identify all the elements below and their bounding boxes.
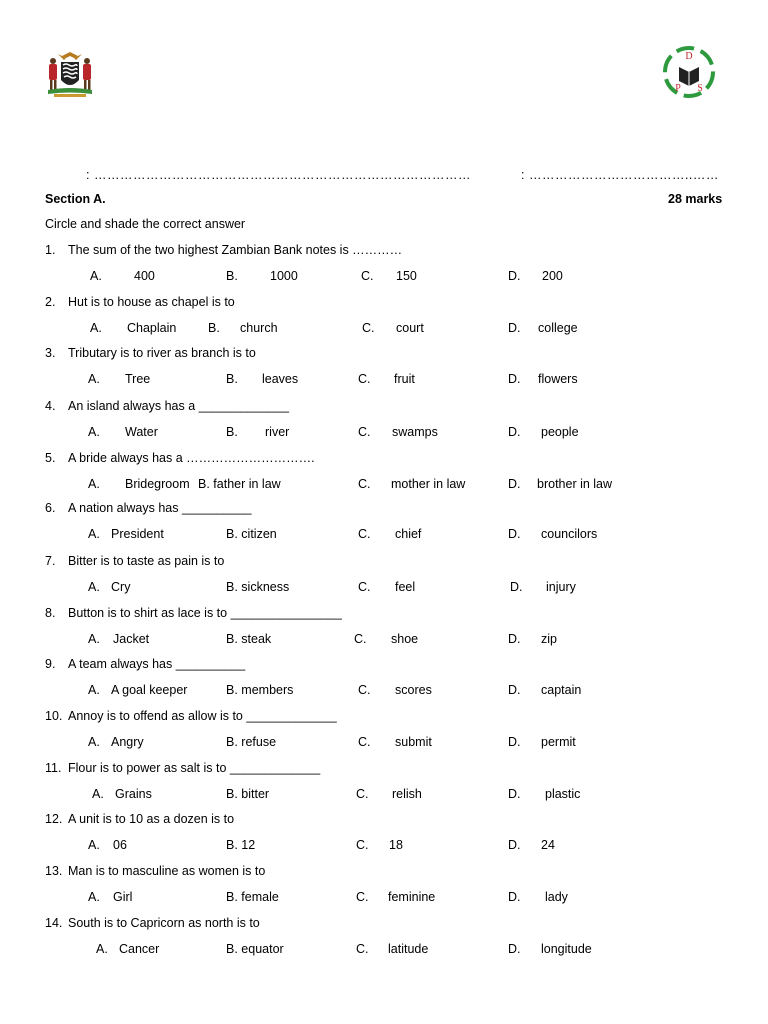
- option-letter: B.: [226, 527, 238, 541]
- option-c-letter[interactable]: C.: [356, 838, 369, 852]
- option-text: citizen: [241, 527, 277, 541]
- option-c-letter[interactable]: C.: [356, 787, 369, 801]
- section-marks: 28 marks: [668, 192, 723, 206]
- option-d-text[interactable]: captain: [541, 683, 582, 697]
- option-d-text[interactable]: councilors: [541, 527, 598, 541]
- option-c-letter[interactable]: C.: [358, 425, 371, 439]
- option-d-letter[interactable]: D.: [508, 269, 521, 283]
- section-title: Section A.: [45, 192, 106, 206]
- option-c-letter[interactable]: C.: [361, 269, 374, 283]
- option-a-letter[interactable]: A.: [88, 372, 100, 386]
- option-d-text[interactable]: zip: [541, 632, 557, 646]
- option-a-text[interactable]: 400: [134, 269, 155, 283]
- logo-letter-d: D: [685, 51, 693, 62]
- option-text: bitter: [241, 787, 270, 801]
- option-d-text[interactable]: permit: [541, 735, 576, 749]
- option-letter: B.: [226, 580, 238, 594]
- option-a-letter[interactable]: A.: [88, 527, 100, 541]
- option-d-letter[interactable]: D.: [508, 683, 521, 697]
- option-b[interactable]: [226, 942, 284, 956]
- option-a-text[interactable]: Grains: [115, 787, 152, 801]
- question-text: South is to Capricorn as north is to: [68, 916, 260, 930]
- option-c-letter[interactable]: C.: [356, 890, 369, 904]
- option-d-letter[interactable]: D.: [508, 735, 521, 749]
- option-a-text[interactable]: Girl: [113, 890, 133, 904]
- question-number: 5.: [45, 451, 56, 465]
- option-d-text[interactable]: 200: [542, 269, 563, 283]
- option-a-text[interactable]: Angry: [111, 735, 144, 749]
- question-number: 9.: [45, 657, 56, 671]
- question-number: 6.: [45, 501, 56, 515]
- option-letter: B.: [226, 735, 238, 749]
- option-b-text[interactable]: church: [240, 321, 278, 335]
- question-text: Hut is to house as chapel is to: [68, 295, 235, 309]
- option-a-letter[interactable]: A.: [90, 321, 102, 335]
- question-text: An island always has a _____________: [68, 399, 290, 413]
- option-a-letter[interactable]: A.: [88, 425, 100, 439]
- option-d-letter[interactable]: D.: [508, 838, 521, 852]
- option-b-letter[interactable]: B.: [226, 269, 238, 283]
- option-text: steak: [241, 632, 272, 646]
- option-c-text[interactable]: shoe: [391, 632, 419, 646]
- option-b-text[interactable]: leaves: [262, 372, 299, 386]
- option-text: father in law: [213, 477, 281, 491]
- option-c-text[interactable]: court: [396, 321, 424, 335]
- option-a-letter[interactable]: A.: [88, 890, 100, 904]
- option-text: equator: [241, 942, 284, 956]
- coat-of-arms-logo: [44, 50, 96, 100]
- question-text: A unit is to 10 as a dozen is to: [68, 812, 235, 826]
- question-number: 3.: [45, 346, 56, 360]
- option-b-text[interactable]: 1000: [270, 269, 298, 283]
- instruction: Circle and shade the correct answer: [45, 217, 246, 231]
- question-number: 12.: [45, 812, 63, 826]
- option-c-text[interactable]: swamps: [392, 425, 438, 439]
- option-d-letter[interactable]: D.: [508, 942, 521, 956]
- option-c-letter[interactable]: C.: [354, 632, 367, 646]
- option-c-text[interactable]: feel: [395, 580, 416, 594]
- option-b-letter[interactable]: B.: [208, 321, 220, 335]
- option-b[interactable]: [226, 527, 277, 541]
- option-c-text[interactable]: latitude: [388, 942, 429, 956]
- option-text: members: [241, 683, 294, 697]
- question-number: 8.: [45, 606, 56, 620]
- option-b-text[interactable]: river: [265, 425, 290, 439]
- option-a-text[interactable]: Chaplain: [127, 321, 177, 335]
- option-text: 12: [241, 838, 256, 852]
- option-a-text[interactable]: 06: [113, 838, 127, 852]
- question-number: 10.: [45, 709, 63, 723]
- question-text: A team always has __________: [68, 657, 246, 671]
- question-number: 1.: [45, 243, 56, 257]
- option-c-text[interactable]: scores: [395, 683, 432, 697]
- option-a-letter[interactable]: A.: [88, 632, 100, 646]
- option-d-text[interactable]: 24: [541, 838, 555, 852]
- option-a-letter[interactable]: A.: [96, 942, 108, 956]
- option-letter: B.: [226, 683, 238, 697]
- option-b[interactable]: [226, 838, 255, 852]
- option-c-letter[interactable]: C.: [358, 477, 371, 491]
- question-text: Bitter is to taste as pain is to: [68, 554, 225, 568]
- option-d-letter[interactable]: D.: [508, 787, 521, 801]
- question-text: A bride always has a ………………………….: [68, 451, 315, 465]
- question-text: Button is to shirt as lace is to ________________: [68, 606, 342, 620]
- question-number: 7.: [45, 554, 56, 568]
- question-text: Flour is to power as salt is to _____________: [68, 761, 321, 775]
- option-d-letter[interactable]: D.: [510, 580, 523, 594]
- option-c-text[interactable]: chief: [395, 527, 422, 541]
- option-a-text[interactable]: Cancer: [119, 942, 160, 956]
- option-a-letter[interactable]: A.: [92, 787, 104, 801]
- option-b[interactable]: [226, 787, 269, 801]
- question-text: The sum of the two highest Zambian Bank notes is …………: [68, 243, 403, 257]
- question-number: 13.: [45, 864, 63, 878]
- option-b[interactable]: [198, 477, 281, 491]
- option-letter: B.: [226, 787, 238, 801]
- option-letter: B.: [226, 838, 238, 852]
- option-c-letter[interactable]: C.: [358, 580, 371, 594]
- option-a-text[interactable]: A goal keeper: [111, 683, 188, 697]
- option-d-text[interactable]: injury: [546, 580, 576, 594]
- option-d-text[interactable]: people: [541, 425, 579, 439]
- option-a-letter[interactable]: A.: [88, 683, 100, 697]
- question-number: 4.: [45, 399, 56, 413]
- option-c-text[interactable]: mother in law: [391, 477, 466, 491]
- option-d-letter[interactable]: D.: [508, 477, 521, 491]
- option-c-text[interactable]: relish: [392, 787, 422, 801]
- option-text: female: [241, 890, 279, 904]
- question-text: Tributary is to river as branch is to: [68, 346, 256, 360]
- option-c-letter[interactable]: C.: [358, 735, 371, 749]
- option-b[interactable]: [226, 735, 276, 749]
- option-letter: B.: [226, 890, 238, 904]
- option-c-letter[interactable]: C.: [362, 321, 375, 335]
- option-c-text[interactable]: 18: [389, 838, 403, 852]
- name-line[interactable]: : ……………………………………………………………………………: [86, 168, 471, 182]
- option-d-letter[interactable]: D.: [508, 425, 521, 439]
- grade-line[interactable]: : ………………………………..……: [521, 168, 719, 182]
- option-a-letter[interactable]: A.: [88, 735, 100, 749]
- school-logo: [661, 45, 717, 99]
- option-c-text[interactable]: 150: [396, 269, 417, 283]
- option-c-letter[interactable]: C.: [358, 683, 371, 697]
- option-text: sickness: [241, 580, 290, 594]
- question-number: 2.: [45, 295, 56, 309]
- option-d-letter[interactable]: D.: [508, 632, 521, 646]
- option-a-letter[interactable]: A.: [88, 477, 100, 491]
- question-number: 11.: [45, 761, 62, 775]
- option-d-text[interactable]: lady: [545, 890, 568, 904]
- option-b[interactable]: [226, 632, 271, 646]
- logo-letter-s: S: [697, 83, 703, 94]
- option-a-letter[interactable]: A.: [88, 580, 100, 594]
- option-a-text[interactable]: President: [111, 527, 164, 541]
- question-text: Man is to masculine as women is to: [68, 864, 266, 878]
- option-a-text[interactable]: Bridegroom: [125, 477, 190, 491]
- option-d-letter[interactable]: D.: [508, 890, 521, 904]
- option-letter: B.: [226, 632, 238, 646]
- option-c-letter[interactable]: C.: [358, 527, 371, 541]
- option-a-text[interactable]: Water: [125, 425, 158, 439]
- option-c-text[interactable]: submit: [395, 735, 432, 749]
- question-text: Annoy is to offend as allow is to _____________: [68, 709, 337, 723]
- logo-letter-p: P: [675, 83, 681, 94]
- option-a-text[interactable]: Tree: [125, 372, 151, 386]
- option-b[interactable]: [226, 580, 289, 594]
- question-text: A nation always has __________: [68, 501, 252, 515]
- option-d-letter[interactable]: D.: [508, 527, 521, 541]
- option-d-letter[interactable]: D.: [508, 321, 521, 335]
- option-b-letter[interactable]: B.: [226, 425, 238, 439]
- option-a-letter[interactable]: A.: [90, 269, 102, 283]
- option-a-text[interactable]: Jacket: [113, 632, 150, 646]
- question-number: 14.: [45, 916, 63, 930]
- option-c-letter[interactable]: C.: [358, 372, 371, 386]
- option-b-letter[interactable]: B.: [226, 372, 238, 386]
- option-letter: B.: [226, 942, 238, 956]
- option-b[interactable]: [226, 683, 293, 697]
- option-letter: B.: [198, 477, 210, 491]
- option-b[interactable]: [226, 890, 279, 904]
- option-a-letter[interactable]: A.: [88, 838, 100, 852]
- option-c-text[interactable]: fruit: [394, 372, 415, 386]
- option-d-text[interactable]: flowers: [538, 372, 578, 386]
- option-d-text[interactable]: college: [538, 321, 578, 335]
- option-d-text[interactable]: longitude: [541, 942, 592, 956]
- option-d-text[interactable]: brother in law: [537, 477, 613, 491]
- option-c-letter[interactable]: C.: [356, 942, 369, 956]
- option-d-text[interactable]: plastic: [545, 787, 581, 801]
- option-c-text[interactable]: feminine: [388, 890, 436, 904]
- option-text: refuse: [241, 735, 277, 749]
- option-d-letter[interactable]: D.: [508, 372, 521, 386]
- option-a-text[interactable]: Cry: [111, 580, 131, 594]
